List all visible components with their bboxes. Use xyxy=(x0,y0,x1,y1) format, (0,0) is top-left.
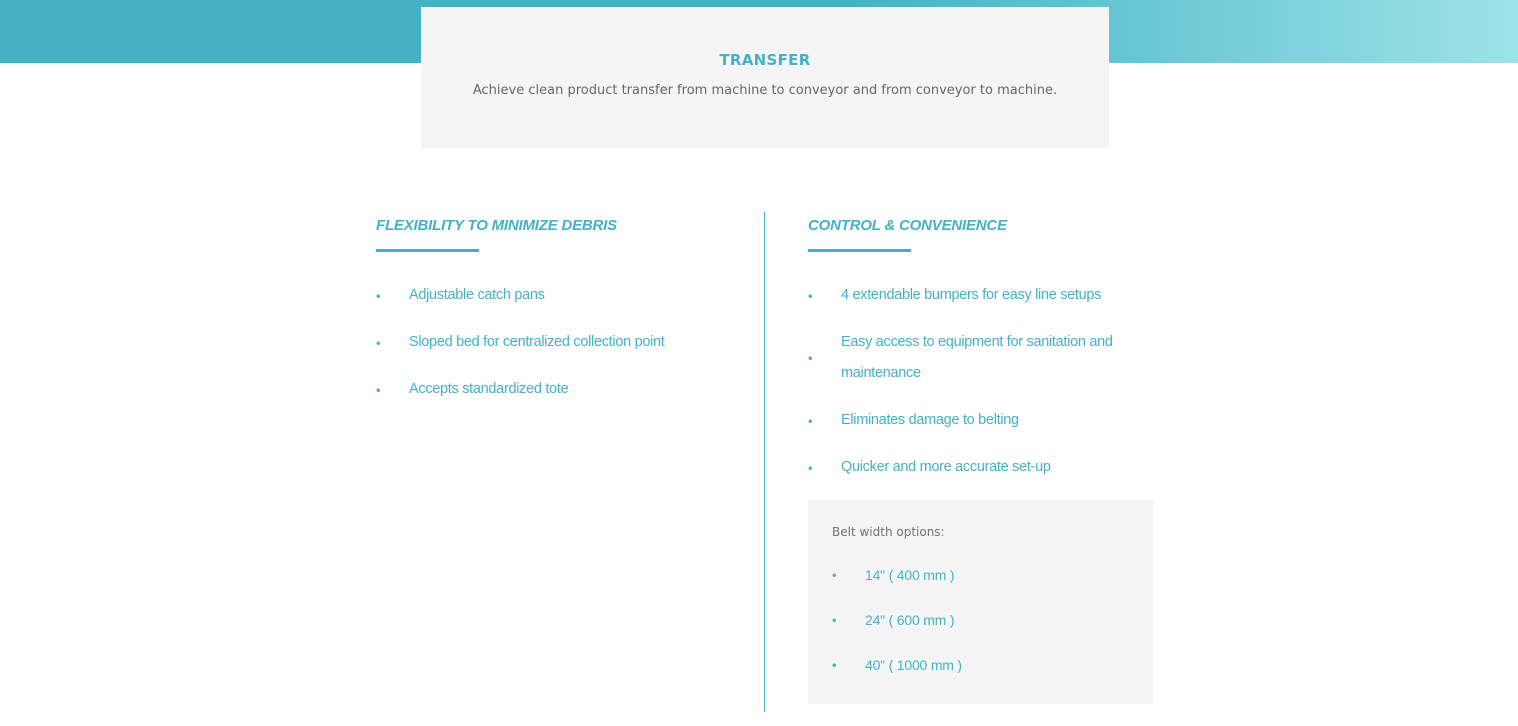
bullet-icon: • xyxy=(808,460,813,475)
belt-width-value: 24" ( 600 mm ) xyxy=(865,612,955,628)
list-item xyxy=(832,650,962,680)
list-item xyxy=(376,374,736,405)
list-item xyxy=(376,327,736,358)
page-description: Achieve clean product transfer from machine to conveyor and from conveyor to machine. xyxy=(472,83,1058,98)
feature-list xyxy=(808,280,1153,483)
bullet-icon: • xyxy=(832,657,837,673)
bullet-icon: • xyxy=(808,350,813,366)
feature-list xyxy=(376,280,736,405)
feature-text: Eliminates damage to belting xyxy=(841,412,1019,428)
bullet-icon: • xyxy=(376,335,381,350)
feature-text: Easy access to equipment for sanitation and maintenance xyxy=(841,334,1113,381)
belt-width-options-panel xyxy=(808,500,1153,704)
heading-underline xyxy=(376,249,479,252)
bullet-icon: • xyxy=(832,567,837,583)
heading-underline xyxy=(808,249,911,252)
list-item xyxy=(808,327,1153,389)
hero-card xyxy=(421,7,1109,148)
bullet-icon: • xyxy=(832,612,837,628)
feature-text: 4 extendable bumpers for easy line setups xyxy=(841,287,1102,303)
list-item xyxy=(832,605,962,635)
belt-width-list xyxy=(832,560,962,695)
belt-width-value: 14" ( 400 mm ) xyxy=(865,567,955,583)
bullet-icon: • xyxy=(376,382,381,397)
list-item xyxy=(808,280,1153,311)
feature-text: Accepts standardized tote xyxy=(409,381,569,397)
list-item xyxy=(832,560,962,590)
control-section xyxy=(808,212,1153,499)
list-item xyxy=(376,280,736,311)
feature-text: Adjustable catch pans xyxy=(409,287,545,303)
bullet-icon: • xyxy=(808,413,813,428)
section-heading: FLEXIBILITY TO MINIMIZE DEBRIS xyxy=(376,217,617,234)
belt-width-label: Belt width options: xyxy=(832,525,945,539)
feature-text: Sloped bed for centralized collection point xyxy=(409,334,665,350)
belt-width-value: 40" ( 1000 mm ) xyxy=(865,657,962,673)
bullet-icon: • xyxy=(808,288,813,303)
list-item xyxy=(808,452,1153,483)
list-item xyxy=(808,405,1153,436)
feature-text: Quicker and more accurate set-up xyxy=(841,459,1051,475)
section-heading: CONTROL & CONVENIENCE xyxy=(808,217,1007,234)
bullet-icon: • xyxy=(376,288,381,303)
page-title: TRANSFER xyxy=(719,51,811,69)
column-divider xyxy=(764,212,765,712)
flexibility-section xyxy=(376,212,736,421)
